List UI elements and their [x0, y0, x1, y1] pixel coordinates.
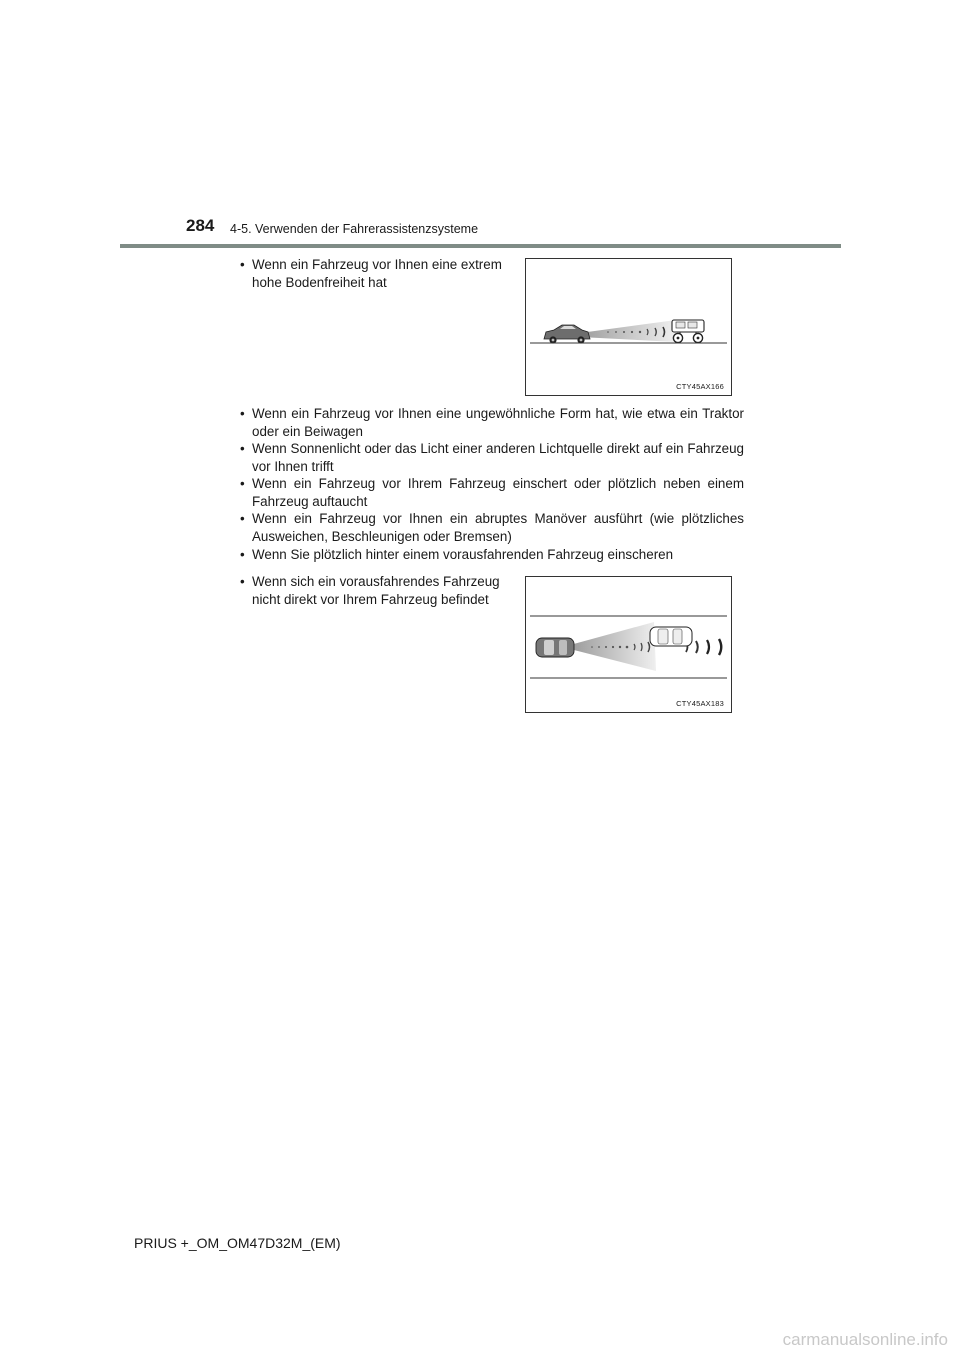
bullet: • [240, 476, 245, 491]
leading-vehicle-top-view [650, 627, 692, 646]
watermark: carmanualsonline.info [782, 1330, 948, 1349]
high-clearance-vehicle [672, 320, 704, 343]
figure-code: CTY45AX166 [676, 382, 724, 391]
own-car [544, 325, 590, 344]
bullet: • [240, 511, 245, 526]
bullet: • [240, 257, 245, 272]
list-item: • Wenn ein Fahrzeug vor Ihnen eine ungewöhnliche Form hat, wie etwa ein Traktor oder ein Beiwagen [240, 406, 744, 439]
figure-code: CTY45AX183 [676, 699, 724, 708]
header-rule [120, 244, 841, 248]
offset-vehicle-top-view-illustration [526, 577, 731, 712]
list-item: • Wenn Sie plötzlich hinter einem vorausfahrenden Fahrzeug einscheren [240, 547, 674, 562]
bullet: • [240, 406, 245, 421]
high-clearance-vehicle-illustration [526, 259, 731, 395]
list-item: • Wenn ein Fahrzeug vor Ihnen ein abruptes Manöver ausführt (wie plötzliches Ausweichen, Beschleunigen oder Bremsen) [240, 511, 744, 544]
bullet: • [240, 574, 245, 589]
list-item: • Wenn ein Fahrzeug vor Ihrem Fahrzeug einschert oder plötzlich neben einem Fahrzeug auftaucht [240, 476, 744, 509]
list-item: • Wenn sich ein vorausfahrendes Fahrzeug nicht direkt vor Ihrem Fahrzeug befindet [240, 574, 500, 607]
document-code: PRIUS +_OM_OM47D32M_(EM) [134, 1235, 341, 1251]
own-car-top-view [536, 638, 574, 657]
radar-beam [580, 320, 676, 342]
list-item: • Wenn Sonnenlicht oder das Licht einer anderen Lichtquelle direkt auf ein Fahrzeug vor Ihnen trifft [240, 441, 744, 474]
bullet: • [240, 547, 245, 562]
page-number: 284 [186, 216, 215, 235]
bullet: • [240, 441, 245, 456]
list-item: • Wenn ein Fahrzeug vor Ihnen eine extrem hohe Bodenfreiheit hat [240, 257, 502, 290]
figure-offset-vehicle [525, 576, 732, 713]
section-title: 4-5. Verwenden der Fahrerassistenzsysteme [230, 222, 479, 236]
figure-high-clearance-vehicle [525, 258, 732, 396]
